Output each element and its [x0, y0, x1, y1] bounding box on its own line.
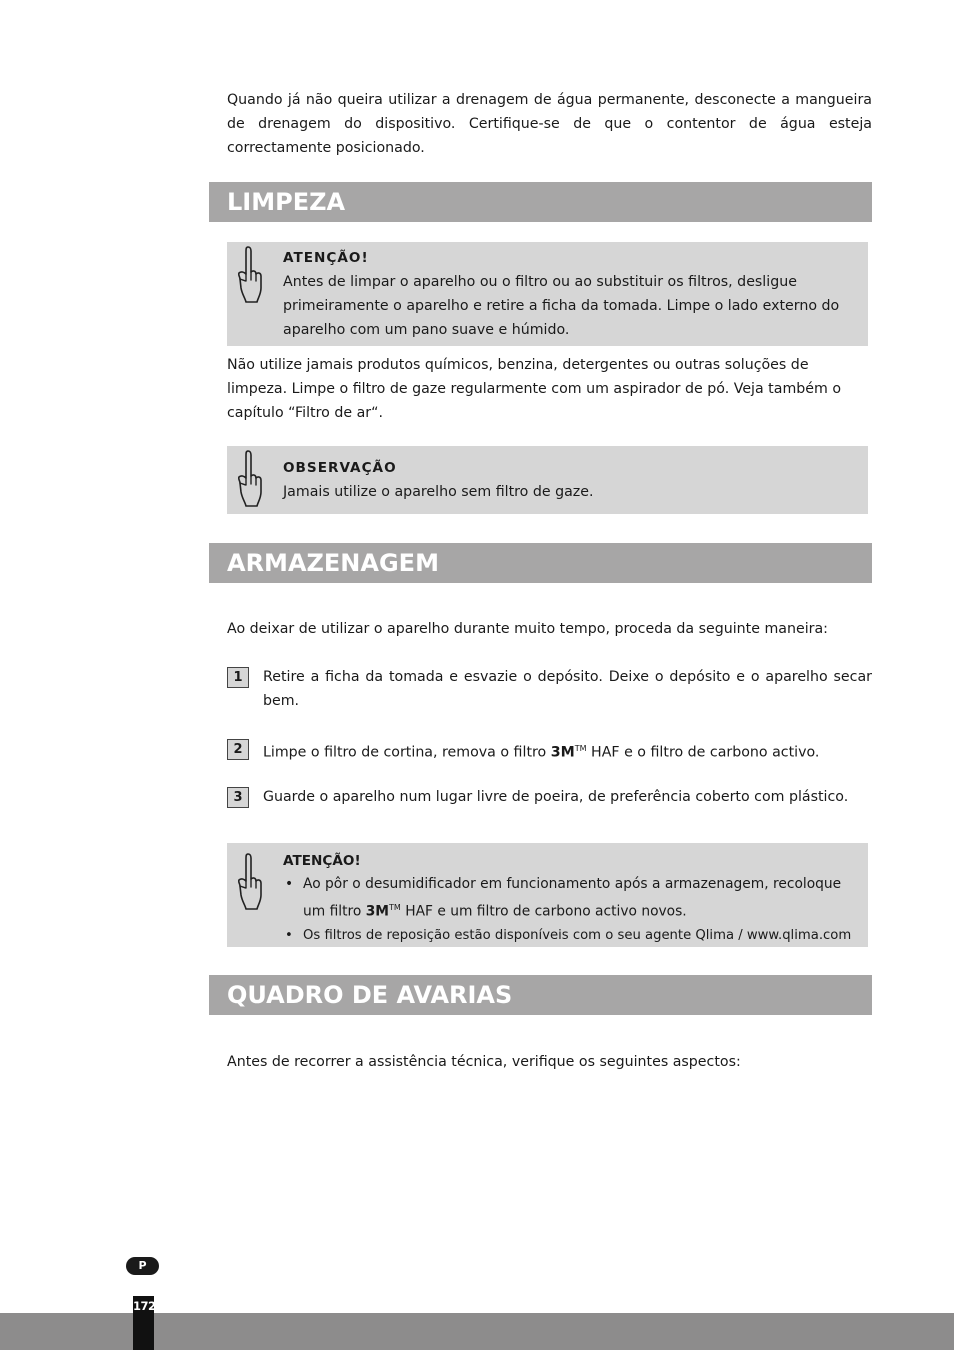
intro-paragraph: Quando já não queira utilizar a drenagem de água permanente, desconecte a mangueira de drenagem do dispositivo. Certifique-se de que o contentor de água esteja correctamente posicionado.	[227, 92, 872, 156]
warning-title: ATENÇÃO!	[283, 853, 361, 869]
language-badge: P	[126, 1257, 159, 1275]
brand-3m: 3M	[550, 744, 575, 761]
warning-content	[283, 849, 856, 947]
bullet-1-part1: Ao pôr o desumidificador em funcionamento após a armazenagem, recoloque um filtro	[303, 876, 842, 920]
warning-box-armazenagem	[227, 843, 868, 947]
warning-box-limpeza	[227, 242, 868, 346]
pointing-hand-icon	[233, 448, 265, 510]
storage-intro: Ao deixar de utilizar o aparelho durante muito tempo, proceda da seguinte maneira:	[227, 621, 828, 637]
step-text-2-part1: Limpe o filtro de cortina, remova o filtro	[263, 744, 551, 761]
warning-bullets	[283, 873, 856, 947]
step-number-2: 2	[227, 739, 249, 760]
step-number-1: 1	[227, 667, 249, 688]
warning-text: Antes de limpar o aparelho ou o filtro ou ao substituir os filtros, desligue primeiramente o aparelho e retire a ficha da tomada. Limpe o lado externo do aparelho com um pano suave e húmido.	[283, 274, 840, 338]
note-title: OBSERVAÇÃO	[283, 460, 397, 476]
troubleshooting-intro: Antes de recorrer a assistência técnica, verifique os seguintes aspectos:	[227, 1054, 741, 1070]
section-title: QUADRO DE AVARIAS	[227, 981, 513, 1009]
note-text: Jamais utilize o aparelho sem filtro de gaze.	[283, 484, 594, 500]
trademark: TM	[389, 903, 401, 912]
step-text-2-part2: HAF e o filtro de carbono activo.	[586, 744, 820, 761]
section-header-armazenagem	[209, 543, 872, 583]
step-text-1: Retire a ficha da tomada e esvazie o depósito. Deixe o depósito e o aparelho secar bem.	[263, 669, 872, 709]
cleaning-paragraph: Não utilize jamais produtos químicos, benzina, detergentes ou outras soluções de limpeza. Limpe o filtro de gaze regularmente com um aspirador de pó. Veja também o capítulo “Filtro de ar“.	[227, 357, 842, 421]
bullet-1-part2: HAF e um filtro de carbono activo novos.	[400, 903, 687, 920]
step-number-3: 3	[227, 787, 249, 808]
section-header-avarias	[209, 975, 872, 1015]
page-number: 172	[133, 1296, 154, 1350]
pointing-hand-icon	[233, 851, 265, 913]
warning-title: ATENÇÃO!	[283, 250, 369, 266]
note-content	[283, 456, 856, 504]
step-text-3: Guarde o aparelho num lugar livre de poeira, de preferência coberto com plástico.	[263, 789, 849, 805]
bullet-item	[283, 873, 856, 924]
brand-3m: 3M	[365, 903, 390, 920]
section-title: LIMPEZA	[227, 188, 346, 216]
section-header-limpeza	[209, 182, 872, 222]
pointing-hand-icon	[233, 244, 265, 306]
bullet-item: • Os filtros de reposição estão disponíveis com o seu agente Qlima / www.qlima.com	[283, 924, 856, 947]
note-box-limpeza	[227, 446, 868, 514]
warning-content	[283, 246, 856, 342]
trademark: TM	[574, 744, 587, 753]
section-title: ARMAZENAGEM	[227, 549, 439, 577]
step-text-2	[263, 737, 872, 765]
